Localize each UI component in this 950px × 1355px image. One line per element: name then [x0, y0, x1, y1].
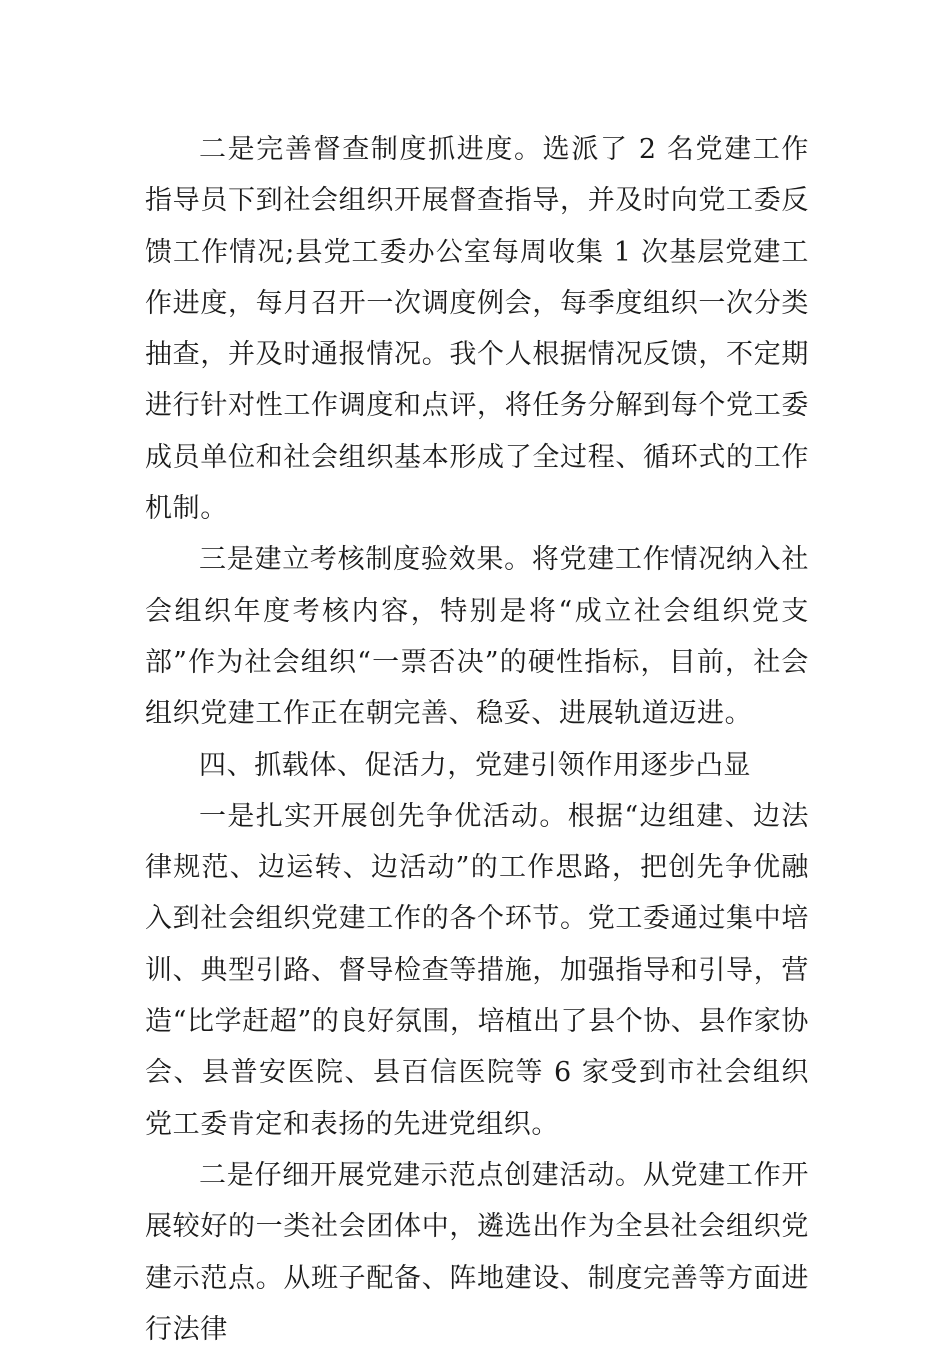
paragraph-demonstration-site: 二是仔细开展党建示范点创建活动。从党建工作开展较好的一类社会团体中，遴选出作为全县社会组织党建示范点。从班子配备、阵地建设、制度完善等方面进行法律 — [145, 1159, 809, 1345]
document-body — [145, 124, 809, 1355]
section-heading-four: 四、抓载体、促活力，党建引领作用逐步凸显 — [199, 749, 751, 781]
paragraph-excellence-activity: 一是扎实开展创先争优活动。根据“边组建、边法律规范、边运转、边活动”的工作思路，把创先争优融入到社会组织党建工作的各个环节。党工委通过集中培训、典型引路、督导检查等措施，加强指导和引导，营造“比学赶超”的良好氛围，培植出了县个协、县作家协会、县普安医院、县百信医院等 6 家受到市社会组织党工委肯定和表扬的先进党组织。 — [145, 800, 809, 1140]
paragraph-supervision: 二是完善督查制度抓进度。选派了 2 名党建工作指导员下到社会组织开展督查指导，并及时向党工委反馈工作情况;县党工委办公室每周收集 1 次基层党建工作进度，每月召开一次调度例会，每季度组织一次分类抽查，并及时通报情况。我个人根据情况反馈，不定期进行针对性工作调度和点评，将任务分解到每个党工委成员单位和社会组织基本形成了全过程、循环式的工作机制。 — [145, 134, 809, 525]
paragraph-assessment: 三是建立考核制度验效果。将党建工作情况纳入社会组织年度考核内容，特别是将“成立社会组织党支部”作为社会组织“一票否决”的硬性指标，目前，社会组织党建工作正在朝完善、稳妥、进展轨道迈进。 — [145, 544, 809, 730]
